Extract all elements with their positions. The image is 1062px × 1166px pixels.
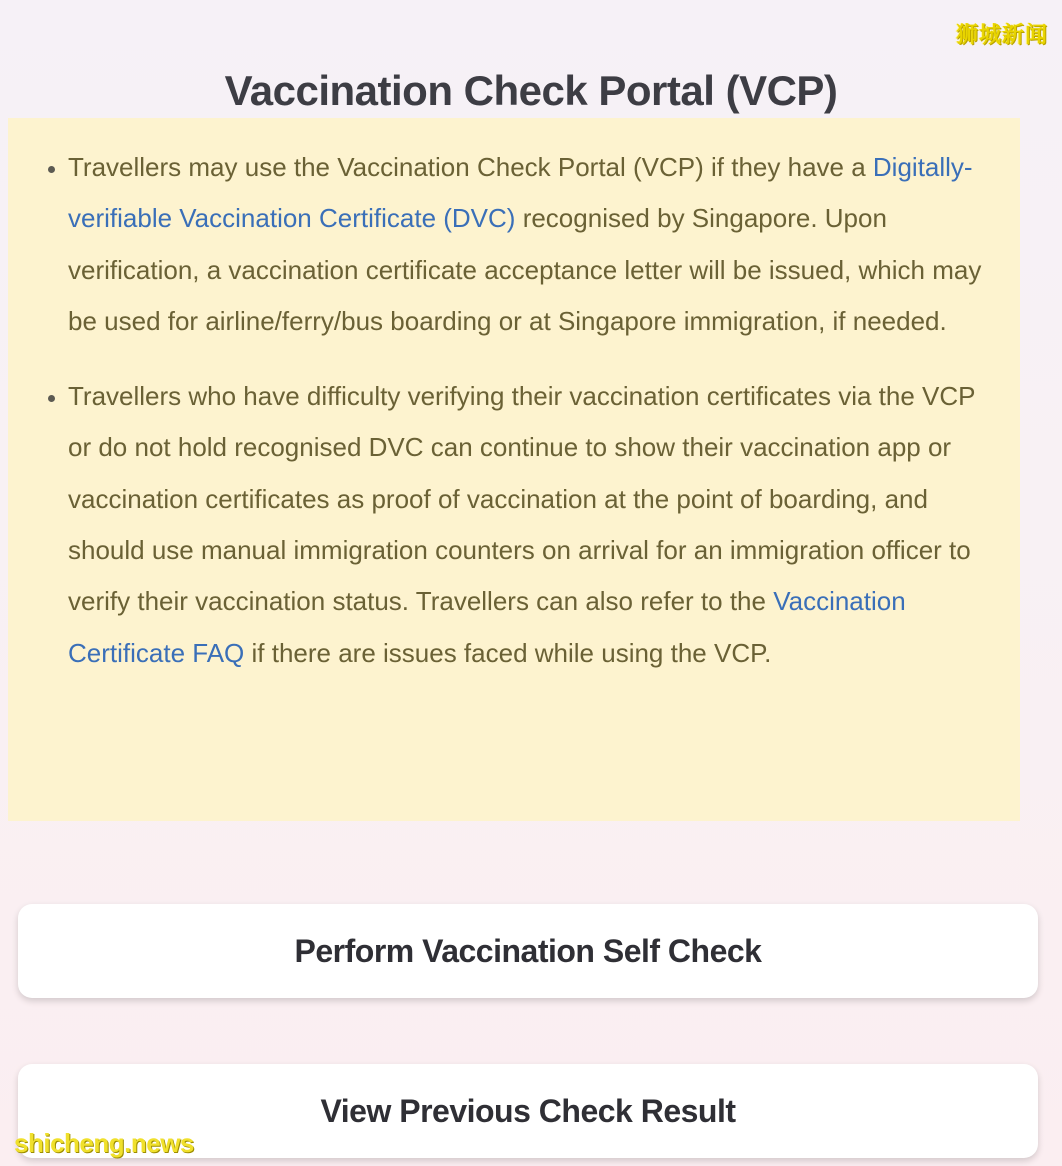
watermark-site: shicheng.news xyxy=(14,1128,194,1158)
page-title: Vaccination Check Portal (VCP) xyxy=(224,67,838,115)
notice-item-vcp-usage xyxy=(68,142,1000,347)
perform-self-check-button[interactable]: Perform Vaccination Self Check xyxy=(18,904,1038,998)
notice-text: Travellers who have difficulty verifying their vaccination certificates via the VCP or do not hold recognised DVC can continue to show their vaccination app or vaccination certificates as proof of vaccination at the point of boarding, and should use manual immigration counters on arrival for an immigration officer to verify their vaccination status. Travellers can also refer to the xyxy=(68,381,976,617)
notice-list xyxy=(48,142,1000,679)
watermark-logo-cn: 狮城新闻 xyxy=(955,22,1048,47)
view-previous-result-button[interactable]: View Previous Check Result xyxy=(18,1064,1038,1158)
notice-box xyxy=(8,118,1020,821)
notice-text: if there are issues faced while using the VCP. xyxy=(244,637,772,668)
notice-text: Travellers may use the Vaccination Check Portal (VCP) if they have a xyxy=(68,152,873,182)
vaccination-faq-link[interactable]: Vaccination Certificate FAQ xyxy=(68,586,906,668)
notice-item-verification-difficulty xyxy=(68,371,1000,679)
notice-text: recognised by Singapore. Upon verification, a vaccination certificate acceptance letter will be issued, which may be used for airline/ferry/bus boarding or at Singapore immigration, if needed. xyxy=(68,203,982,336)
dvc-link[interactable]: Digitally-verifiable Vaccination Certificate (DVC) xyxy=(68,152,973,234)
